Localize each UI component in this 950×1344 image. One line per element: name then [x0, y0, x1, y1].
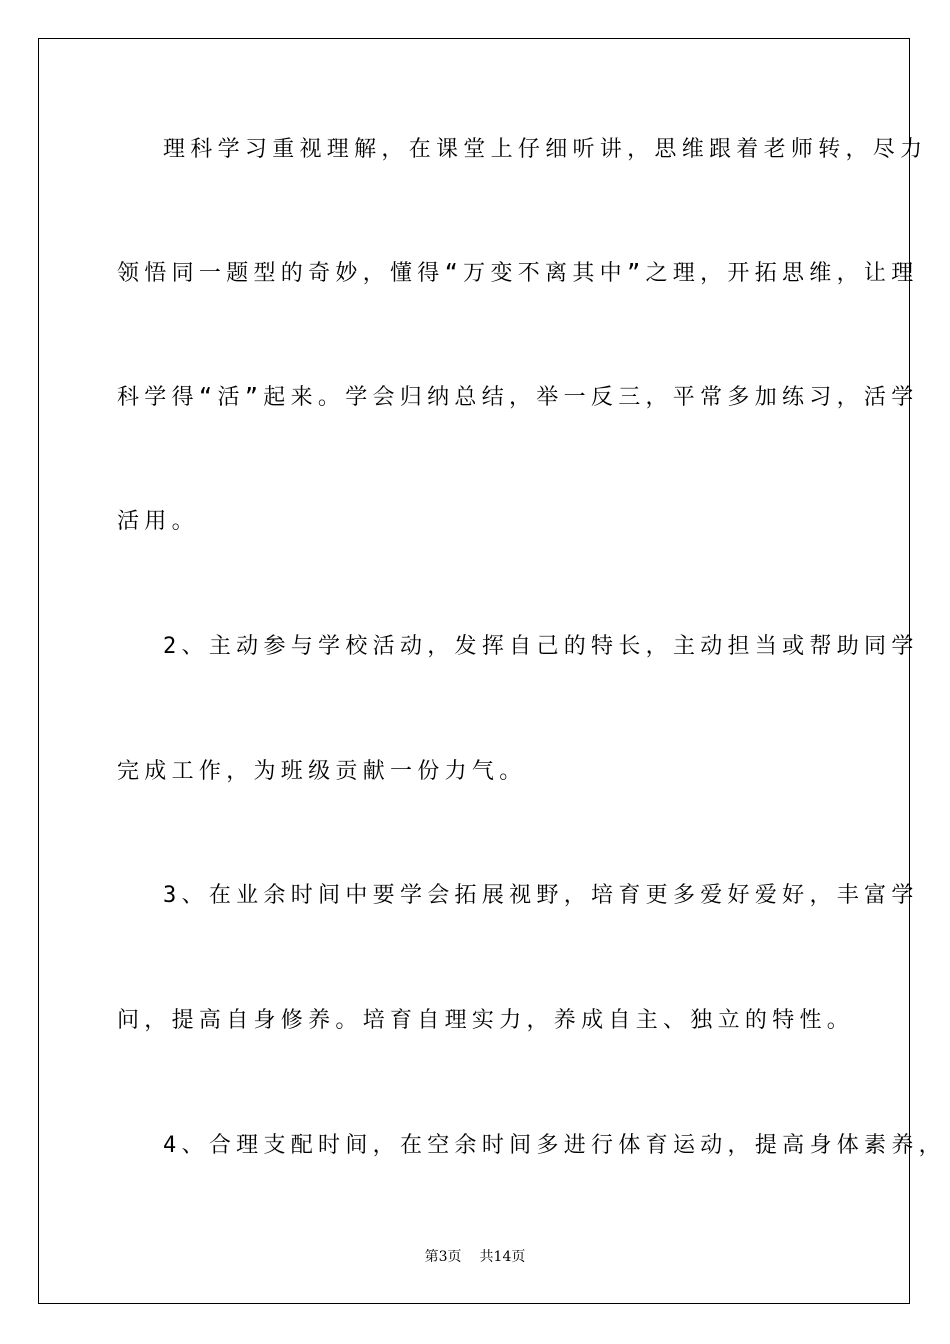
paragraph-line: 理科学习重视理解，在课堂上仔细听讲，思维跟着老师转，尽力 [163, 137, 928, 162]
page-footer [0, 1248, 950, 1266]
paragraph-line: 科学得“活”起来。学会归纳总结，举一反三，平常多加练习，活学 [117, 385, 919, 410]
paragraph-line: 2、主动参与学校活动，发挥自己的特长，主动担当或帮助同学 [163, 634, 919, 659]
paragraph-line: 活用。 [117, 509, 199, 534]
paragraph-line: 完成工作，为班级贡献一份力气。 [117, 759, 527, 784]
paragraph-line: 3、在业余时间中要学会拓展视野，培育更多爱好爱好，丰富学 [163, 883, 919, 908]
paragraph-line: 4、合理支配时间，在空余时间多进行体育运动，提高身体素养， [163, 1133, 946, 1158]
paragraph-line: 领悟同一题型的奇妙，懂得“万变不离其中”之理，开拓思维，让理 [117, 261, 919, 286]
page-frame [38, 38, 910, 1304]
page-total: 共14页 [479, 1249, 526, 1265]
page-number: 第3页 [424, 1249, 462, 1265]
paragraph-line: 问，提高自身修养。培育自理实力，养成自主、独立的特性。 [117, 1008, 855, 1033]
